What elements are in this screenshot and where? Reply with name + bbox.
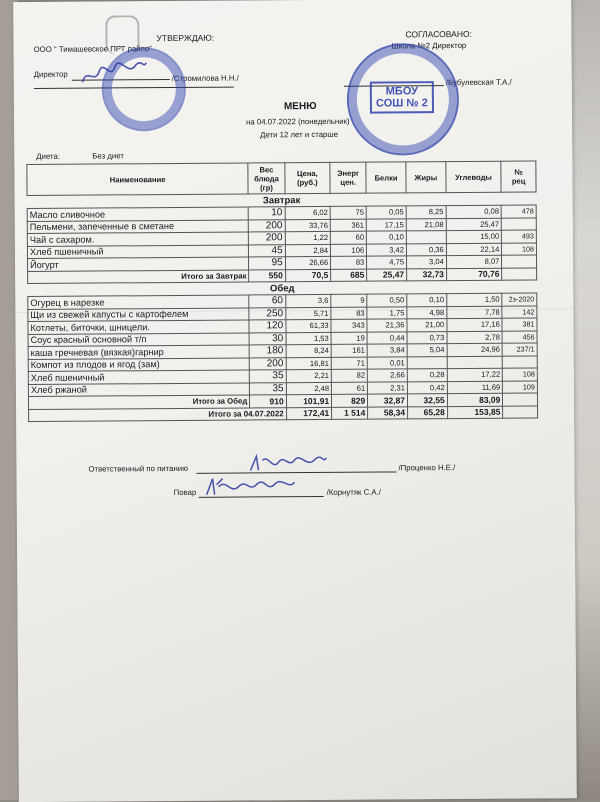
- grand-total-price: 172,41: [286, 407, 332, 420]
- total-weight: 550: [249, 269, 285, 282]
- dish-name: Компот из плодов и ягод (зам): [28, 357, 249, 371]
- menu-table: [26, 160, 538, 422]
- dish-price: 1,22: [285, 231, 331, 244]
- dish-recipe: 456: [502, 330, 537, 343]
- table-header-row: [27, 161, 536, 196]
- total-protein: 32,87: [368, 394, 408, 407]
- dish-fat: 5,04: [407, 344, 447, 357]
- dish-recipe: [503, 355, 538, 368]
- dish-energy: 83: [331, 256, 367, 269]
- dish-carbs: 2,78: [447, 331, 503, 344]
- total-recipe: [503, 393, 538, 406]
- dish-price: 61,33: [286, 319, 332, 332]
- approve-title: УТВЕРЖДАЮ:: [156, 32, 215, 44]
- col-recipe-header: [501, 161, 536, 192]
- dish-energy: 60: [330, 231, 366, 244]
- dish-protein: 0,44: [367, 331, 407, 344]
- dish-price: 6,02: [285, 206, 331, 219]
- dish-energy: 106: [331, 244, 367, 257]
- dish-energy: 75: [330, 206, 366, 219]
- dish-name: Хлеб пшеничный: [28, 370, 249, 384]
- col-protein-header: Белки: [366, 162, 406, 193]
- col-energy-header-line: цен.: [340, 177, 357, 187]
- dish-protein: 4,75: [367, 256, 407, 269]
- dish-name: Чай с сахаром.: [27, 232, 248, 246]
- section-title: Завтрак: [27, 192, 536, 209]
- dish-weight: 250: [249, 307, 285, 320]
- menu-document: [13, 0, 577, 802]
- dish-carbs: 17,16: [447, 318, 503, 331]
- dish-weight: 10: [248, 207, 284, 220]
- dish-fat: 0,73: [407, 331, 447, 344]
- grand-total-recipe: [503, 405, 538, 418]
- dish-name: Йогурт: [28, 257, 249, 271]
- total-energy: 685: [331, 269, 367, 282]
- total-carbs: 83,09: [447, 393, 503, 406]
- diet-label: Диета:: [36, 151, 61, 161]
- dish-energy: 361: [330, 219, 366, 232]
- dish-protein: 17,15: [366, 218, 406, 231]
- grand-total-protein: 58,34: [368, 406, 408, 419]
- dish-protein: 0,01: [367, 356, 407, 369]
- col-energy-header-line: Энерг: [337, 168, 360, 178]
- dish-carbs: 25,47: [446, 218, 502, 231]
- dish-price: 16,81: [286, 357, 332, 370]
- dish-protein: 2,31: [368, 381, 408, 394]
- grand-total-row: [29, 405, 538, 421]
- dish-recipe: 109: [503, 380, 538, 393]
- dish-price: 26,66: [285, 256, 331, 269]
- dish-fat: [407, 356, 447, 369]
- dish-carbs: 17,22: [447, 368, 503, 381]
- col-recipe-header-line: рец: [511, 176, 526, 186]
- dish-weight: 60: [249, 295, 285, 308]
- col-energy-header: [330, 162, 366, 193]
- dish-recipe: 108: [502, 242, 537, 255]
- dish-protein: 0,05: [366, 206, 406, 219]
- col-weight-header: [248, 163, 285, 194]
- dish-energy: 61: [332, 382, 368, 395]
- company-stamp-icon: [102, 47, 187, 132]
- dish-carbs: 15,00: [446, 230, 502, 243]
- dish-carbs: 1,50: [447, 293, 503, 306]
- dish-name: Хлеб пшеничный: [27, 244, 248, 258]
- menu-audience: Дети 12 лет и старше: [260, 129, 339, 140]
- cook-signature-icon: [205, 474, 297, 503]
- dish-energy: 161: [331, 344, 367, 357]
- total-protein: 25,47: [367, 268, 407, 281]
- col-recipe-header-line: №: [514, 167, 523, 177]
- dish-fat: 0,28: [407, 369, 447, 382]
- dish-protein: 21,36: [367, 319, 407, 332]
- col-weight-header-line: (гр): [260, 182, 273, 192]
- menu-title: МЕНЮ: [283, 100, 317, 113]
- dish-protein: 2,66: [368, 369, 408, 382]
- dish-price: 5,71: [286, 307, 332, 320]
- total-fat: 32,55: [407, 394, 447, 407]
- dish-price: 33,76: [285, 219, 331, 232]
- dish-recipe: 237/1: [502, 343, 537, 356]
- dish-weight: 45: [249, 244, 285, 257]
- dish-fat: 0,36: [406, 243, 446, 256]
- dish-name: Пельмени, запеченные в сметане: [27, 219, 248, 233]
- dish-weight: 35: [250, 370, 286, 383]
- dish-recipe: 493: [502, 230, 537, 243]
- dish-price: 2,84: [285, 244, 331, 257]
- dish-price: 3,6: [285, 294, 331, 307]
- dish-fat: 0,10: [407, 294, 447, 307]
- dish-price: 8,24: [286, 344, 332, 357]
- dish-name: Соус красный основной т/п: [28, 332, 249, 346]
- dish-recipe: 2з-2020: [502, 293, 537, 306]
- dish-protein: 0,10: [367, 231, 407, 244]
- dish-name: Щи из свежей капусты с картофелем: [28, 307, 249, 321]
- dish-name: Котлеты, биточки, шницели.: [28, 320, 249, 334]
- dish-carbs: 24,96: [447, 343, 503, 356]
- agree-title: СОГЛАСОВАНО:: [405, 28, 472, 40]
- diet-value: Без диет: [92, 151, 124, 161]
- org-right: Школа №2 Директор: [391, 40, 467, 51]
- section-title: Обед: [28, 280, 537, 297]
- col-price-header-line: Цена,: [296, 168, 318, 179]
- col-weight-header-line: Вес: [259, 164, 274, 174]
- total-recipe: [502, 267, 537, 280]
- dish-weight: 200: [249, 219, 285, 232]
- grand-total-carbs: 153,85: [447, 406, 503, 419]
- dish-protein: 1,75: [367, 306, 407, 319]
- dish-carbs: 22,14: [446, 243, 502, 256]
- dish-weight: 35: [250, 382, 286, 395]
- dish-carbs: [447, 356, 503, 369]
- dish-weight: 180: [249, 345, 285, 358]
- dish-weight: 200: [250, 357, 286, 370]
- director-label: Директор: [33, 69, 68, 79]
- dish-energy: 82: [331, 369, 367, 382]
- grand-total-label: Итого за 04.07.2022: [29, 407, 287, 421]
- dish-energy: 9: [331, 294, 367, 307]
- responsible-label: Ответственный по питанию: [88, 463, 188, 474]
- dish-name: Огурец в нарезке: [28, 295, 249, 309]
- total-label: Итого за Завтрак: [28, 269, 249, 283]
- total-carbs: 70,76: [446, 268, 502, 281]
- total-label: Итого за Обед: [28, 395, 249, 409]
- dish-recipe: 108: [503, 368, 538, 381]
- dish-carbs: 11,69: [447, 381, 503, 394]
- dish-price: 2,21: [286, 369, 332, 382]
- cook-name: /Корнутяк С.А./: [326, 487, 381, 497]
- dish-energy: 343: [331, 319, 367, 332]
- org-left: ООО " Тимашевское ПРТ райпо": [33, 44, 152, 54]
- dish-fat: 21,00: [407, 319, 447, 332]
- dish-price: 2,48: [286, 382, 332, 395]
- dish-name: Масло сливочное: [27, 207, 248, 221]
- col-price-header-line: (руб.): [297, 177, 318, 188]
- dish-price: 1,53: [286, 332, 332, 345]
- dish-protein: 3,84: [367, 344, 407, 357]
- total-price: 101,91: [286, 394, 332, 407]
- dish-fat: [406, 231, 446, 244]
- director-name: /Стромилова Н.Н./: [171, 73, 239, 83]
- dish-fat: 0,42: [407, 381, 447, 394]
- col-weight-header-line: блюда: [254, 173, 279, 183]
- dish-carbs: 7,78: [447, 306, 503, 319]
- dish-weight: 200: [249, 232, 285, 245]
- total-energy: 829: [332, 394, 368, 407]
- dish-protein: 0,50: [367, 294, 407, 307]
- dish-fat: 4,98: [407, 306, 447, 319]
- menu-date: на 04.07.2022 (понедельник): [246, 116, 350, 127]
- responsible-name: /Проценко Н.Е./: [398, 463, 456, 473]
- total-weight: 910: [250, 395, 286, 408]
- cook-label: Повар: [173, 487, 197, 497]
- dish-fat: 8,25: [406, 206, 446, 219]
- grand-total-energy: 1 514: [332, 407, 368, 420]
- col-fat-header: Жиры: [406, 162, 446, 193]
- total-price: 70,5: [285, 269, 331, 282]
- dish-weight: 120: [249, 320, 285, 333]
- dish-recipe: [502, 255, 537, 268]
- col-price-header: [284, 162, 330, 193]
- dish-protein: 3,42: [367, 243, 407, 256]
- dish-recipe: [502, 217, 537, 230]
- grand-total-fat: 65,28: [408, 406, 448, 419]
- dish-recipe: 381: [502, 318, 537, 331]
- dish-fat: 21,08: [406, 218, 446, 231]
- dish-weight: 95: [249, 257, 285, 270]
- dish-name: Хлеб ржаной: [28, 382, 249, 396]
- total-fat: 32,73: [407, 268, 447, 281]
- dish-energy: 71: [331, 357, 367, 370]
- col-carbs-header: Углеводы: [446, 161, 502, 192]
- dish-carbs: 0,08: [446, 205, 502, 218]
- dish-weight: 30: [249, 332, 285, 345]
- dish-recipe: 142: [502, 305, 537, 318]
- dish-energy: 83: [331, 307, 367, 320]
- col-name-header: Наименование: [27, 163, 249, 196]
- dish-carbs: 8,07: [446, 255, 502, 268]
- dish-recipe: 478: [501, 205, 536, 218]
- dish-energy: 19: [331, 332, 367, 345]
- school-stamp-text: МБОУ СОШ № 2: [370, 81, 434, 113]
- dish-fat: 3,04: [407, 256, 447, 269]
- school-director-name: /Бубулевская Т.А./: [445, 77, 512, 88]
- dish-name: каша гречневая (вязкая)гарнир: [28, 345, 249, 359]
